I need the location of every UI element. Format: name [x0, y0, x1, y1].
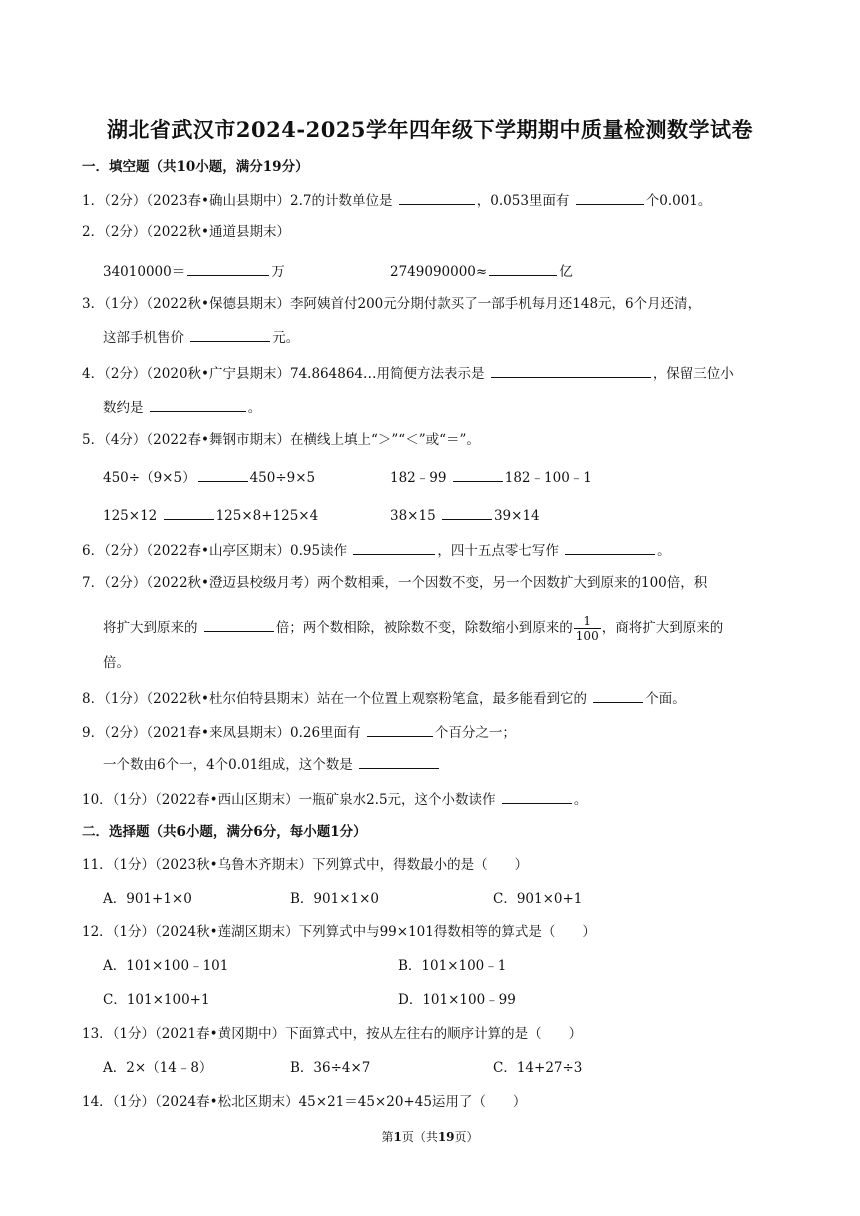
- answer-blank[interactable]: [198, 467, 248, 482]
- question-12: 12．（1分）（2024秋•莲湖区期末）下列算式中与99×101得数相等的算式是（ ）: [82, 924, 596, 940]
- option-c[interactable]: C．14+27÷3: [493, 1060, 583, 1076]
- option-c[interactable]: C．101×100+1: [103, 992, 210, 1008]
- page-number: 1: [393, 1130, 402, 1144]
- answer-blank[interactable]: [359, 754, 439, 769]
- question-5-row-1-right: 182﹣99 182﹣100﹣1: [390, 467, 592, 487]
- answer-blank[interactable]: [442, 505, 492, 520]
- section-fill-blank-heading: 一．填空题（共10小题，满分19分）: [82, 159, 309, 175]
- question-7-line-3: 倍。: [103, 655, 130, 671]
- question-9: 9．（2分）（2021春•来凤县期末）0.26里面有 个百分之一；: [82, 722, 516, 742]
- answer-blank[interactable]: [502, 789, 572, 804]
- answer-blank[interactable]: [187, 261, 269, 276]
- option-a[interactable]: A．901+1×0: [103, 891, 192, 907]
- answer-blank[interactable]: [565, 540, 655, 555]
- answer-blank[interactable]: [353, 540, 435, 555]
- answer-blank[interactable]: [491, 363, 651, 378]
- question-2-part-1: 34010000＝ 万: [103, 261, 285, 281]
- question-5-row-2-right: 38×15 39×14: [390, 505, 540, 525]
- answer-blank[interactable]: [204, 617, 274, 632]
- answer-blank[interactable]: [150, 397, 246, 412]
- answer-blank[interactable]: [367, 722, 433, 737]
- answer-blank[interactable]: [576, 190, 644, 205]
- answer-blank[interactable]: [164, 505, 214, 520]
- question-2: 2．（2分）（2022秋•通道县期末）: [82, 224, 290, 240]
- question-7-line-2: 将扩大到原来的 倍；两个数相除，被除数不变，除数缩小到原来的 $\frac{1}{100}$ ，商将扩大到原来的: [103, 614, 724, 643]
- option-b[interactable]: B．901×1×0: [290, 891, 379, 907]
- answer-blank[interactable]: [399, 190, 475, 205]
- answer-blank[interactable]: [190, 327, 270, 342]
- question-13: 13．（1分）（2021春•黄冈期中）下面算式中，按从左往右的顺序计算的是（ ）: [82, 1026, 583, 1042]
- answer-blank[interactable]: [489, 261, 557, 276]
- option-c[interactable]: C．901×0+1: [493, 891, 583, 907]
- page-title: 湖北省武汉市2024-2025学年四年级下学期期中质量检测数学试卷: [106, 117, 754, 142]
- question-9-line-2: 一个数由6个一，4个0.01组成，这个数是: [103, 754, 441, 774]
- question-14: 14．（1分）（2024春•松北区期末）45×21＝45×20+45运用了（ ）: [82, 1094, 527, 1110]
- question-7: 7．（2分）（2022秋•澄迈县校级月考）两个数相乘，一个因数不变，另一个因数扩大到原来的100倍，积: [82, 575, 708, 591]
- page-total: 19: [437, 1130, 455, 1144]
- question-4-line-2: 数约是 。: [103, 397, 261, 417]
- answer-blank[interactable]: [453, 467, 503, 482]
- question-6: 6．（2分）（2022春•山亭区期末）0.95读作 ，四十五点零七写作 。: [82, 540, 671, 560]
- option-d[interactable]: D．101×100﹣99: [398, 992, 516, 1008]
- question-8: 8．（1分）（2022秋•杜尔伯特县期末）站在一个位置上观察粉笔盒，最多能看到它的 个面。: [82, 688, 686, 708]
- question-2-part-2: 2749090000≈ 亿: [390, 261, 573, 281]
- option-b[interactable]: B．101×100﹣1: [398, 958, 507, 974]
- question-5: 5．（4分）（2022春•舞钢市期末）在横线上填上“＞”“＜”或“＝”。: [82, 432, 480, 448]
- question-3-line-2: 这部手机售价 元。: [103, 327, 299, 347]
- question-3: 3．（1分）（2022秋•保德县期末）李阿姨首付200元分期付款买了一部手机每月还148元，6个月还清，: [82, 296, 702, 312]
- section-choice-heading: 二．选择题（共6小题，满分6分，每小题1分）: [82, 824, 367, 840]
- question-10: 10．（1分）（2022春•西山区期末）一瓶矿泉水2.5元，这个小数读作 。: [82, 789, 587, 809]
- answer-blank[interactable]: [593, 688, 643, 703]
- question-5-row-1-left: 450÷（9×5） 450÷9×5: [103, 467, 315, 487]
- option-b[interactable]: B．36÷4×7: [290, 1060, 371, 1076]
- question-11: 11．（1分）（2023秋•乌鲁木齐期末）下列算式中，得数最小的是（ ）: [82, 857, 529, 873]
- page-footer: 第1页（共19页）: [381, 1130, 479, 1144]
- option-a[interactable]: A．2×（14﹣8）: [103, 1060, 213, 1076]
- option-a[interactable]: A．101×100﹣101: [103, 958, 229, 974]
- question-4: 4．（2分）（2020秋•广宁县期末）74.864864…用简便方法表示是 ，保留三位小: [82, 363, 734, 383]
- question-1: 1．（2分）（2023春•确山县期中）2.7的计数单位是 ，0.053里面有 个0.001。: [82, 190, 711, 210]
- fraction-one-hundredth: $\frac{1}{100}$: [575, 614, 599, 643]
- question-5-row-2-left: 125×12 125×8+125×4: [103, 505, 318, 525]
